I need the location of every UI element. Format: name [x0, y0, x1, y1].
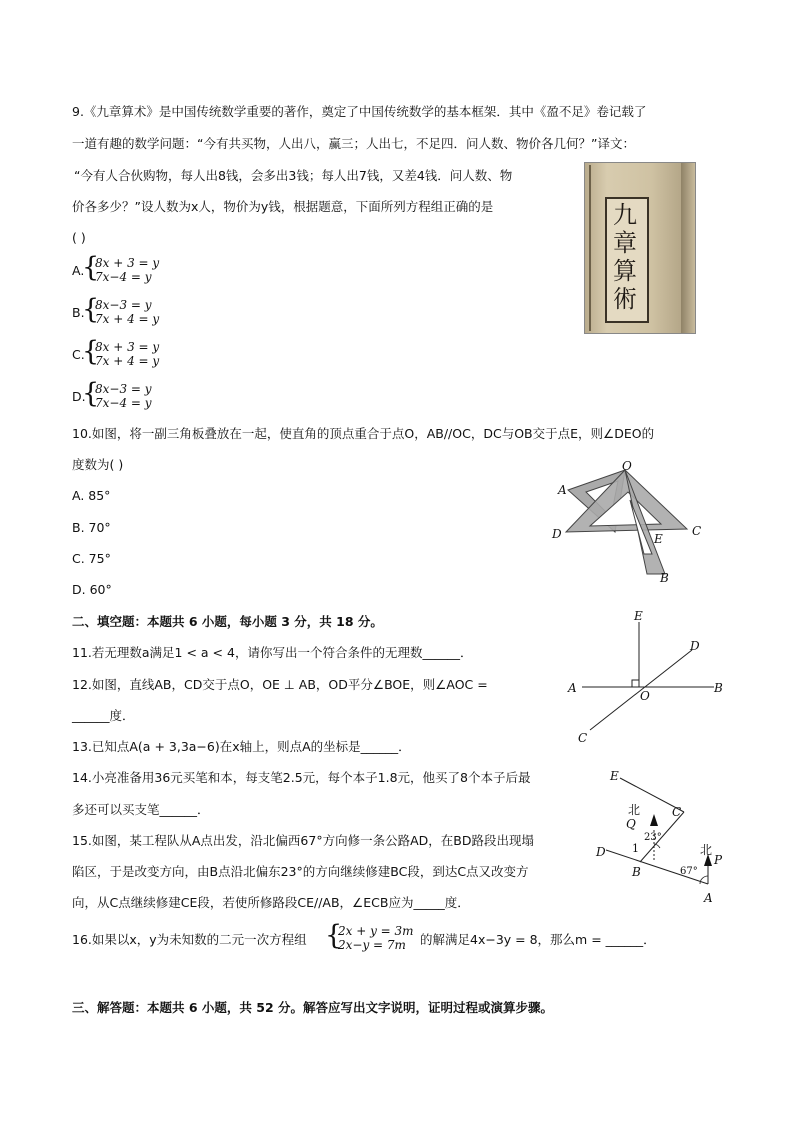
- lines-figure: [564, 604, 734, 748]
- q10-option-d: D. 60°: [72, 582, 112, 597]
- label-q: Q: [626, 817, 636, 831]
- q12-line1: 12.如图，直线AB，CD交于点O，OE ⊥ AB，OD平分∠BOE，则∠AOC =: [72, 677, 488, 692]
- q15-line3: 向，从C点继续修建CE段，若使所修路段CE//AB，∠ECB应为_____度．: [72, 895, 470, 910]
- label-p: P: [714, 853, 723, 867]
- label-o: O: [622, 459, 632, 473]
- label-d: D: [596, 845, 606, 859]
- equation-2: 7x + 4 = y: [95, 354, 160, 368]
- q13: 13.已知点A(a + 3,3a−6)在x轴上，则点A的坐标是______．: [72, 739, 411, 754]
- book-char: 術: [613, 285, 637, 313]
- q10-option-c: C. 75°: [72, 551, 111, 566]
- triangle-figure: [548, 456, 718, 588]
- section-3-title: 三、解答题：本题共 6 小题，共 52 分。解答应写出文字说明，证明过程或演算步骤。: [72, 1000, 554, 1015]
- label-e: E: [654, 532, 663, 546]
- equation-1: 8x + 3 = y: [95, 256, 160, 270]
- equation-2: 7x + 4 = y: [95, 312, 160, 326]
- option-letter: B.: [72, 305, 85, 320]
- q14-line2: 多还可以买支笔______．: [72, 802, 210, 817]
- equation-1: 8x + 3 = y: [95, 340, 160, 354]
- q16-eq2: 2x−y = 7m: [338, 938, 406, 952]
- equation-2: 7x−4 = y: [95, 396, 152, 410]
- q9-line1: 9.《九章算术》是中国传统数学重要的著作，奠定了中国传统数学的基本框架．其中《盈不足》卷记载了: [72, 104, 647, 119]
- q14-line1: 14.小亮准备用36元买笔和本，每支笔2.5元，每个本子1.8元，他买了8个本子后最: [72, 770, 531, 785]
- q9-line2: 一道有趣的数学问题：“今有共买物，人出八，赢三；人出七，不足四．问人数、物价各几何？”译文：: [72, 136, 635, 151]
- option-letter: A.: [72, 263, 85, 278]
- q15-line2: 陷区，于是改变方向，由B点沿北偏东23°的方向继续修建BC段，到达C点又改变方: [72, 864, 529, 879]
- brace: {: [82, 294, 100, 325]
- q9-line4: 价各多少？”设人数为x人，物价为y钱，根据题意，下面所列方程组正确的是: [72, 199, 494, 214]
- angle-67-label: 67°: [680, 866, 698, 877]
- section-2-title: 二、填空题：本题共 6 小题，每小题 3 分，共 18 分。: [72, 614, 383, 629]
- q9-line3: “今有人合伙购物，每人出8钱，会多出3钱；每人出7钱，又差4钱．问人数、物: [74, 168, 513, 183]
- angle-23-label: 23°: [644, 832, 662, 843]
- label-d: D: [552, 527, 562, 541]
- north-label-2: 北: [700, 843, 713, 857]
- label-c: C: [672, 805, 682, 819]
- q10-line2: 度数为( ): [72, 457, 124, 472]
- label-a: A: [558, 483, 567, 497]
- option-letter: D.: [72, 389, 86, 404]
- equation-1: 8x−3 = y: [95, 382, 152, 396]
- label-a: A: [568, 681, 577, 695]
- road-figure: [592, 766, 742, 912]
- label-c: C: [692, 524, 702, 538]
- angle-1-label: 1: [632, 842, 639, 855]
- q10-line1: 10.如图，将一副三角板叠放在一起，使直角的顶点重合于点O，AB//OC，DC与OB交于点E，则∠DEO的: [72, 426, 655, 441]
- q10-option-a: A. 85°: [72, 488, 111, 503]
- label-d: D: [690, 639, 700, 653]
- q16-eq1: 2x + y = 3m: [338, 924, 414, 938]
- book-cover-image: [584, 162, 696, 334]
- option-letter: C.: [72, 347, 85, 362]
- q12-line2: ______度．: [72, 708, 135, 723]
- label-b: B: [714, 681, 723, 695]
- north-label-1: 北: [628, 803, 641, 817]
- label-o: O: [640, 689, 650, 703]
- q10-option-b: B. 70°: [72, 520, 111, 535]
- label-b: B: [632, 865, 641, 879]
- label-a: A: [704, 891, 713, 905]
- q16-suffix: 的解满足4x−3y = 8，那么m = ______．: [420, 932, 656, 947]
- label-e: E: [634, 609, 643, 623]
- q15-line1: 15.如图，某工程队从A点出发，沿北偏西67°方向修一条公路AD，在BD路段出现塌: [72, 833, 534, 848]
- book-char: 章: [613, 229, 637, 257]
- book-char: 算: [613, 257, 637, 285]
- book-char: 九: [613, 201, 637, 229]
- brace: {: [325, 920, 343, 951]
- brace: {: [82, 378, 100, 409]
- label-b: B: [660, 571, 669, 585]
- q11: 11.若无理数a满足1 < a < 4，请你写出一个符合条件的无理数______．: [72, 645, 473, 660]
- brace: {: [82, 336, 100, 367]
- label-c: C: [578, 731, 588, 745]
- equation-1: 8x−3 = y: [95, 298, 152, 312]
- q16-prefix: 16.如果以x，y为未知数的二元一次方程组: [72, 932, 307, 947]
- q9-paren: ( ): [72, 230, 86, 245]
- label-e: E: [610, 769, 619, 783]
- brace: {: [82, 252, 100, 283]
- equation-2: 7x−4 = y: [95, 270, 152, 284]
